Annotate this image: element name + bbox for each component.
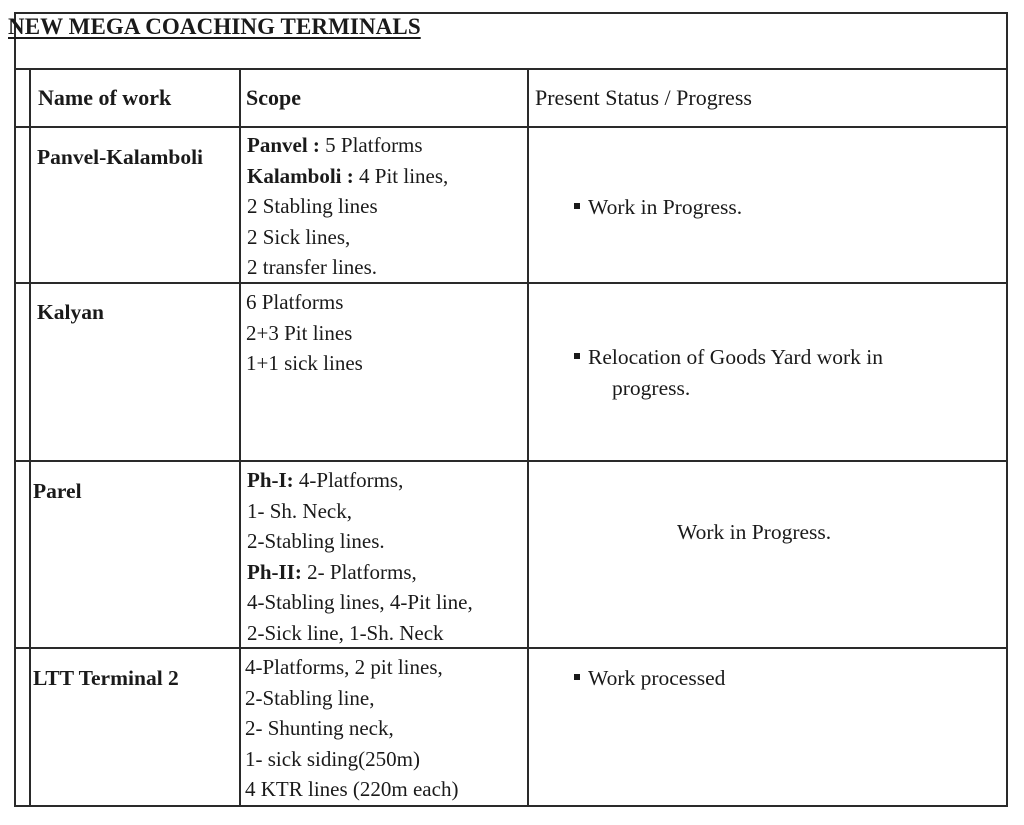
row-scope bbox=[247, 130, 448, 283]
scope-line: 4-Platforms, 2 pit lines, bbox=[245, 655, 443, 679]
header-scope: Scope bbox=[246, 85, 301, 110]
bullet-icon bbox=[574, 203, 580, 209]
scope-line: 1+1 sick lines bbox=[246, 351, 363, 375]
row-name: LTT Terminal 2 bbox=[33, 666, 179, 690]
row-status: Work in Progress. bbox=[574, 192, 742, 223]
scope-line: 1- sick siding(250m) bbox=[245, 746, 420, 771]
scope-line: Ph-II: 2- Platforms, bbox=[247, 559, 417, 584]
row-status: Work processed bbox=[574, 663, 725, 694]
row-status: Work in Progress. bbox=[677, 520, 832, 544]
scope-line: 2+3 Pit lines bbox=[246, 320, 353, 345]
column-divider bbox=[527, 68, 529, 807]
scope-line: Kalamboli : 4 Pit lines, bbox=[247, 163, 449, 188]
scope-line: 2-Sick line, 1-Sh. Neck bbox=[247, 620, 444, 645]
scope-line: 2 Sick lines, bbox=[247, 224, 351, 249]
scope-line: 2-Stabling lines. bbox=[247, 529, 385, 553]
bullet-icon bbox=[574, 353, 580, 359]
row-divider bbox=[14, 282, 1008, 284]
row-scope bbox=[247, 465, 473, 648]
header-status: Present Status / Progress bbox=[535, 85, 752, 110]
header-name-of-work: Name of work bbox=[38, 85, 172, 110]
row-divider bbox=[14, 647, 1008, 649]
scope-line: 2- Shunting neck, bbox=[245, 716, 394, 740]
scope-line: 2-Stabling line, bbox=[245, 685, 375, 710]
scope-line: 1- Sh. Neck, bbox=[247, 498, 352, 523]
row-name: Panvel-Kalamboli bbox=[37, 145, 204, 169]
row-name: Kalyan bbox=[37, 300, 104, 324]
scope-line: 2 transfer lines. bbox=[247, 255, 378, 279]
scope-line: 4 KTR lines (220m each) bbox=[245, 777, 459, 801]
scope-line: 6 Platforms bbox=[246, 290, 344, 314]
row-scope bbox=[246, 287, 363, 379]
outer-gutter-divider bbox=[29, 68, 31, 807]
row-divider bbox=[14, 460, 1008, 462]
scope-line: 4-Stabling lines, 4-Pit line, bbox=[247, 590, 473, 614]
column-divider bbox=[239, 68, 241, 807]
scope-line: 2 Stabling lines bbox=[247, 194, 378, 218]
row-scope bbox=[245, 652, 458, 805]
table-title: NEW MEGA COACHING TERMINALS bbox=[8, 14, 421, 39]
bullet-icon bbox=[574, 674, 580, 680]
row-status: Relocation of Goods Yard work in progress. bbox=[574, 342, 883, 404]
scope-line: Ph-I: 4-Platforms, bbox=[247, 468, 404, 492]
scope-line: Panvel : 5 Platforms bbox=[247, 133, 423, 157]
title-divider bbox=[14, 68, 1008, 70]
header-divider bbox=[14, 126, 1008, 128]
row-name: Parel bbox=[33, 479, 82, 503]
